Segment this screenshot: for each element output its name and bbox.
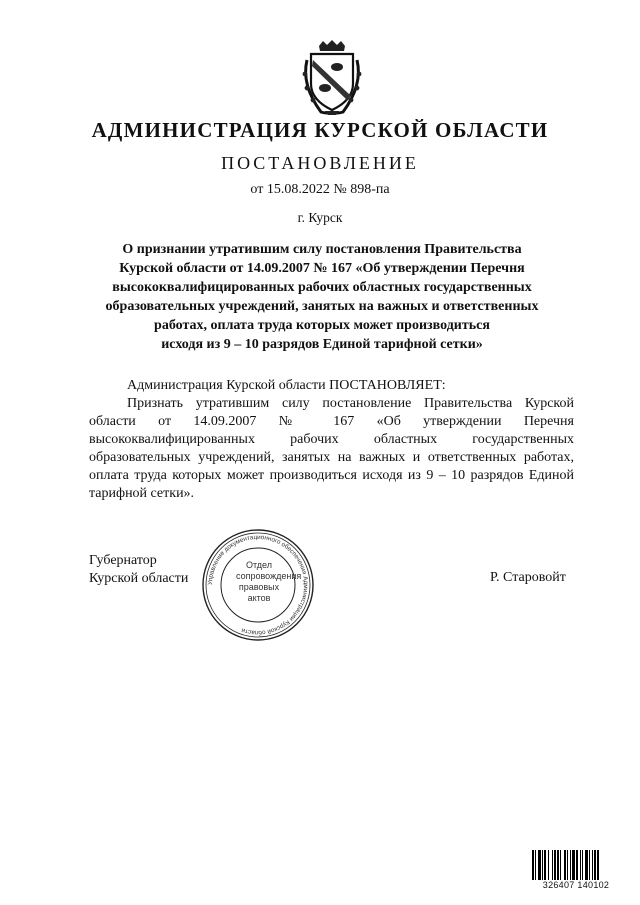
body-paragraph (89, 395, 574, 503)
stamp-inner-line: Отдел (245, 560, 273, 570)
stamp-inner-line: правовых (238, 582, 280, 592)
signatory-position-line: Губернатор (89, 553, 157, 568)
coat-of-arms-icon (299, 40, 365, 116)
title-line: исходя из 9 – 10 разрядов Единой тарифной сетки» (161, 337, 483, 352)
body-intro: Администрация Курской области ПОСТАНОВЛЯЕТ: (127, 378, 446, 393)
title-line: образовательных учреждений, занятых на важных и ответственных (105, 299, 539, 314)
signatory-position-line: Курской области (89, 571, 189, 586)
stamp-inner-line: актов (247, 593, 271, 603)
barcode-number: 326407 140102 (542, 880, 610, 890)
barcode-icon (531, 850, 621, 880)
title-line: работах, оплата труда которых может производиться (154, 318, 490, 333)
document-type: ПОСТАНОВЛЕНИЕ (221, 153, 419, 173)
organization-title: АДМИНИСТРАЦИЯ КУРСКОЙ ОБЛАСТИ (91, 118, 549, 142)
stamp-inner-line: сопровождения (236, 571, 302, 581)
body-paragraph-rest: области от 14.09.2007 № 167 «Об утверждении Перечня высококвалифицированных рабочих областных государственных образовательных учреждений, занятых на важных и ответственных работах, оплата труда которых может производиться исходя из 9 – 10 разрядов Единой тарифной сетки». (89, 414, 574, 501)
title-line: Курской области от 14.09.2007 № 167 «Об утверждении Перечня (119, 261, 525, 276)
body-paragraph-first-line: Признать утратившим силу постановление Правительства Курской (127, 396, 574, 411)
title-line: О признании утратившим силу постановления Правительства (122, 242, 522, 257)
signatory-position (89, 552, 188, 588)
document-body (89, 377, 574, 503)
document-date-number: от 15.08.2022 № 898-па (250, 182, 390, 197)
document-city: г. Курск (297, 210, 343, 225)
document-title (72, 240, 572, 354)
stamp-inner-text (236, 560, 302, 604)
stamp-ring-text: Управление документационного обеспечения Администрации Курской области (206, 533, 310, 637)
signatory-name: Р. Старовойт (490, 570, 566, 585)
title-line: высококвалифицированных рабочих областных государственных (112, 280, 532, 295)
